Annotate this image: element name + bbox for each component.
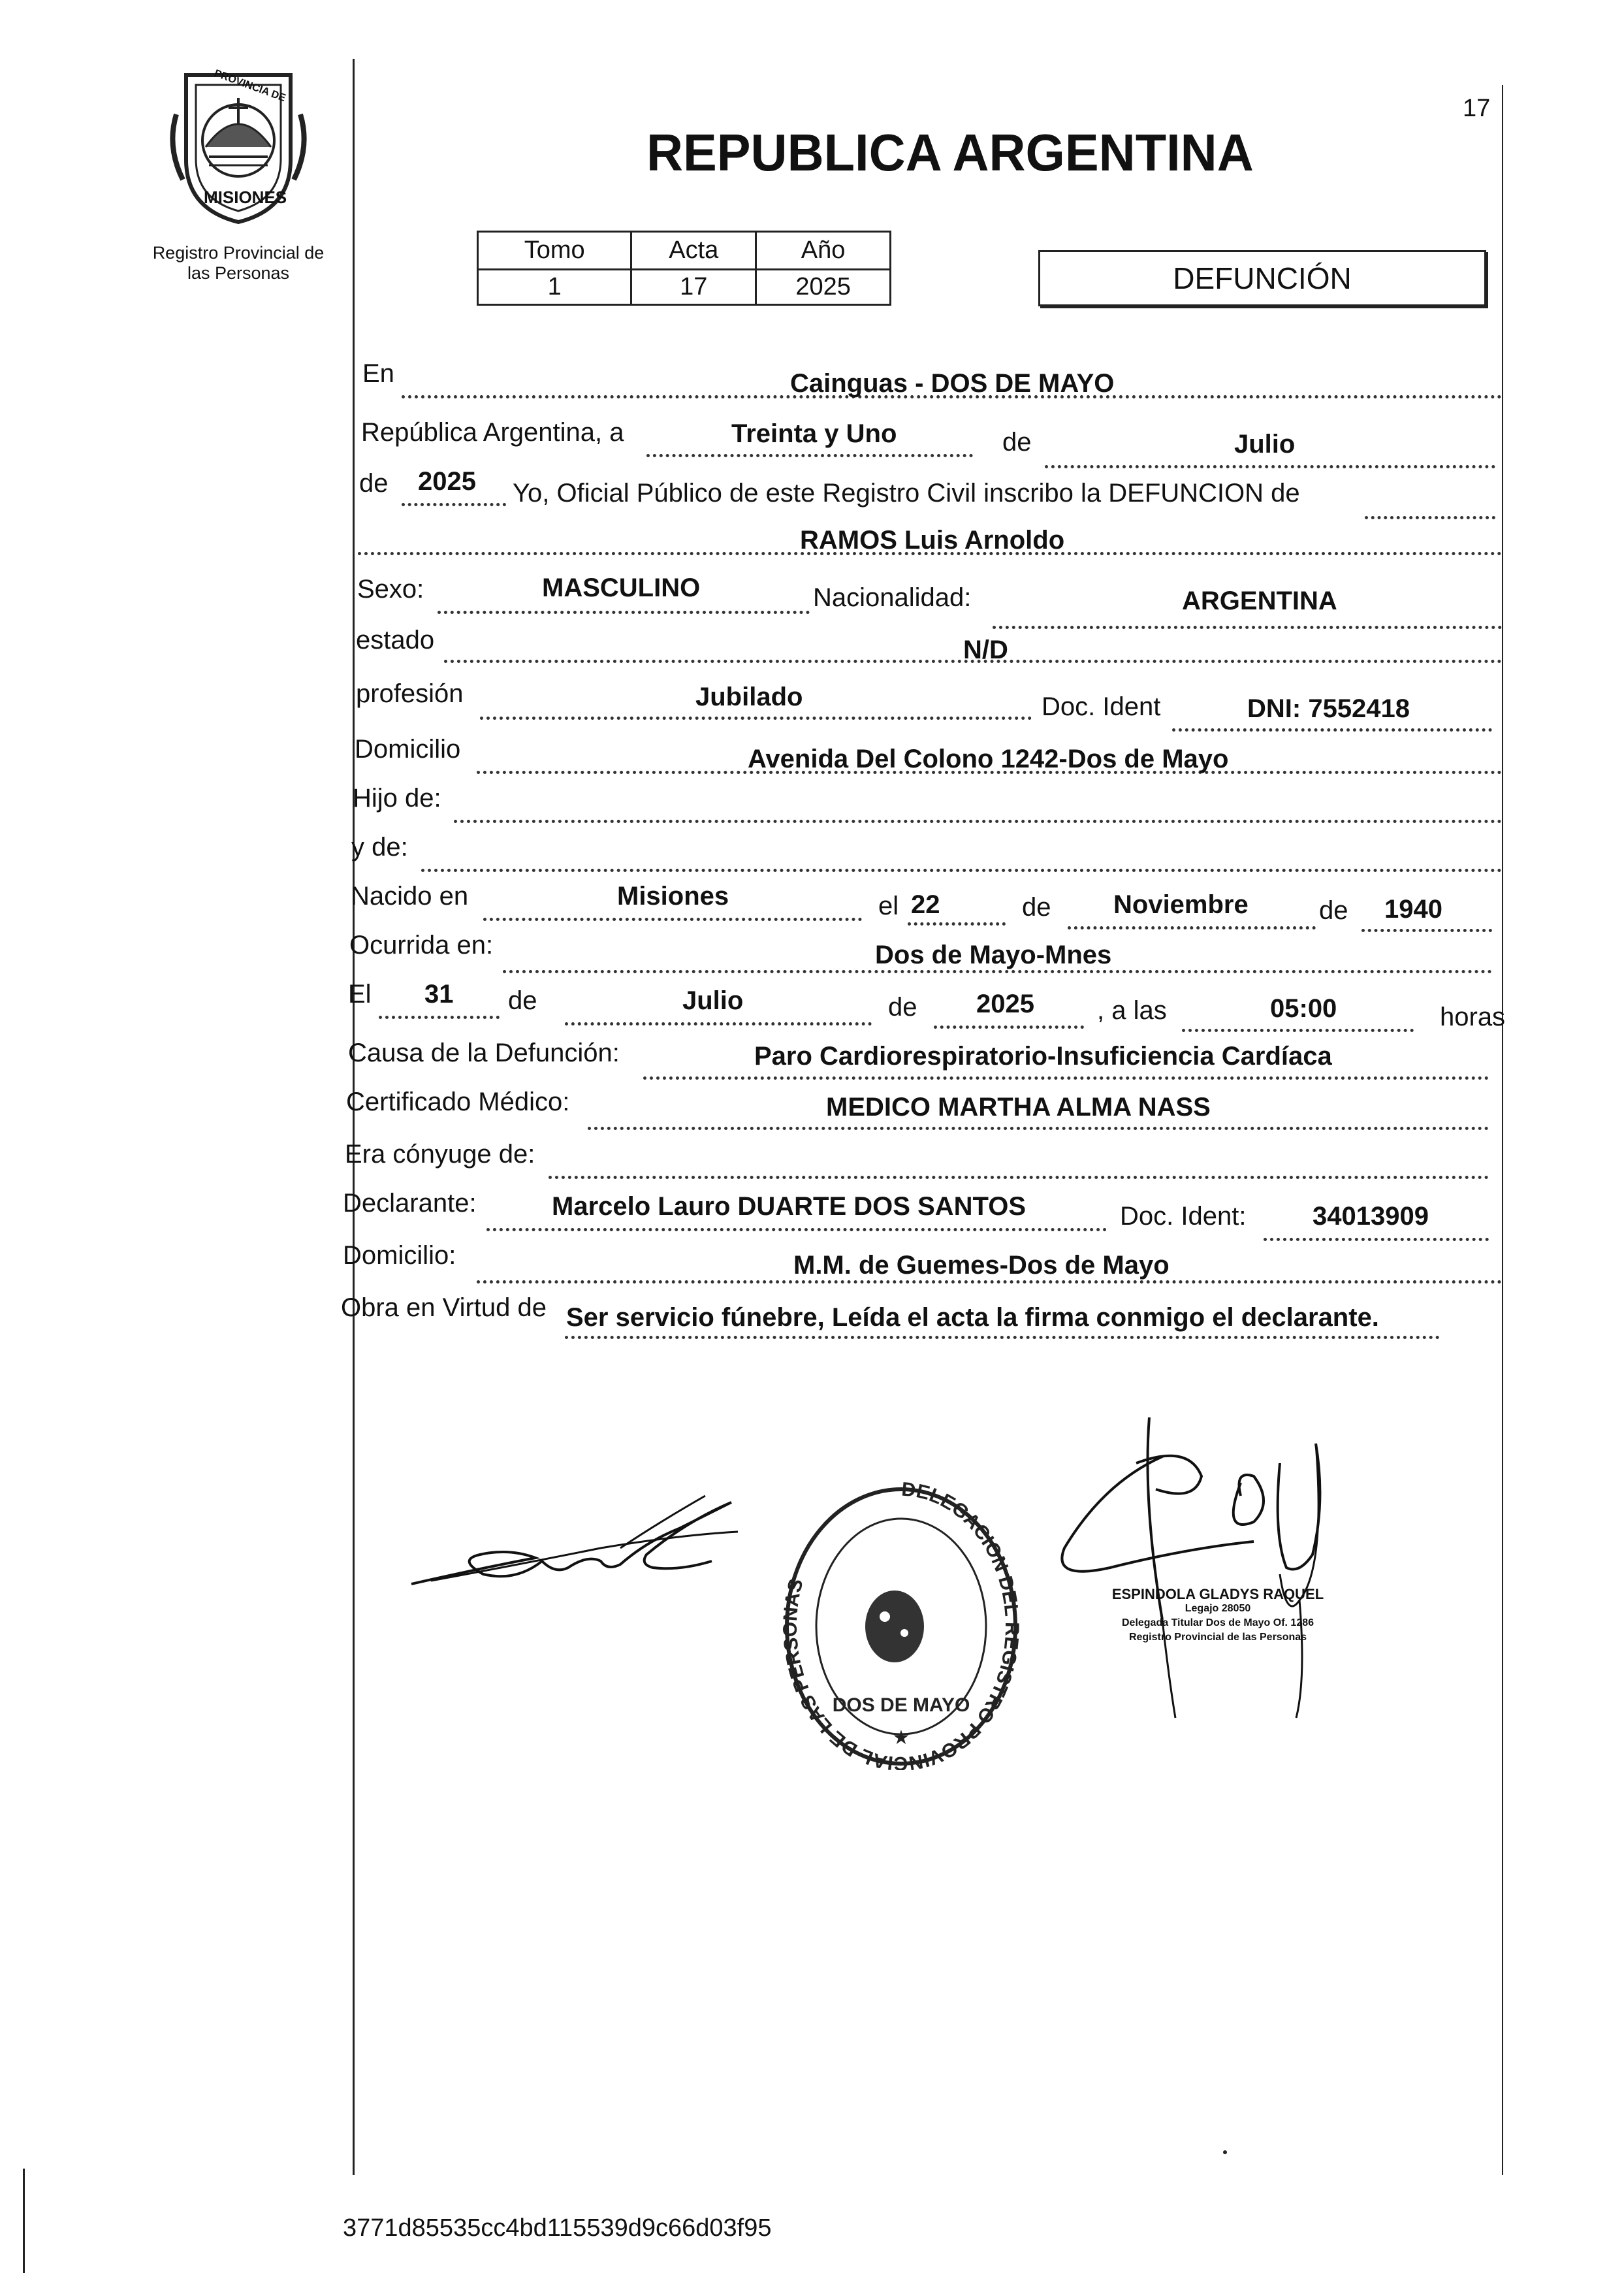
province-seal-logo [163, 62, 313, 225]
value-mes: Julio [1234, 430, 1296, 459]
value-profesion: Jubilado [695, 683, 803, 711]
record-value-tomo: 1 [478, 270, 631, 305]
value-def-mes: Julio [682, 986, 744, 1015]
seal-text-bottom: MISIONES [204, 187, 287, 207]
dots-declarante-doc [1264, 1238, 1489, 1241]
label-de-nac-anio: de [1319, 896, 1348, 925]
official-registry: Registro Provincial de las Personas [1128, 1632, 1307, 1643]
value-anio: 2025 [418, 467, 476, 496]
seal-ring-text: DELEGACION DEL REGISTRO PROVINCIAL DE LAS PERSONAS [779, 1478, 1023, 1770]
value-ocurrida-en: Dos de Mayo-Mnes [875, 941, 1112, 969]
right-margin-line [1502, 85, 1503, 2175]
label-causa: Causa de la Defunción: [348, 1039, 620, 1067]
label-de-def-anio: de [888, 993, 917, 1022]
label-republica: República Argentina, a [361, 418, 624, 447]
svg-text:★: ★ [892, 1726, 910, 1749]
value-declarante-domicilio: M.M. de Guemes-Dos de Mayo [793, 1251, 1170, 1280]
dots-dia-letras [646, 454, 973, 457]
value-sexo: MASCULINO [542, 574, 701, 602]
label-el-cap: El [348, 980, 372, 1009]
value-dni: DNI: 7552418 [1247, 694, 1410, 723]
dots-certificado [588, 1127, 1489, 1130]
dots-anio [402, 503, 506, 506]
dots-causa [643, 1076, 1489, 1080]
left-margin-line [353, 59, 355, 2175]
value-lugar: Cainguas - DOS DE MAYO [790, 369, 1115, 398]
dots-conyuge [549, 1176, 1489, 1179]
record-header-anio: Año [756, 232, 891, 270]
registry-line-2: las Personas [187, 263, 290, 283]
dots-yo-end [1365, 516, 1495, 519]
seal-text-top: PROVINCIA DE [212, 67, 287, 105]
official-stamp [1081, 1587, 1355, 1645]
seal-inner-text: DOS DE MAYO [832, 1694, 970, 1716]
record-value-anio: 2025 [756, 270, 891, 305]
label-a-las: , a las [1097, 996, 1167, 1025]
value-def-hora: 05:00 [1270, 994, 1337, 1023]
official-name: ESPINDOLA GLADYS RAQUEL [1111, 1586, 1324, 1602]
dots-declarante-domicilio [477, 1280, 1502, 1284]
value-obra: Ser servicio fúnebre, Leída el acta la firma conmigo el declarante. [566, 1303, 1379, 1332]
record-header-tomo: Tomo [478, 232, 631, 270]
label-en: En [362, 359, 394, 388]
dots-obra [565, 1336, 1440, 1339]
declarant-signature [405, 1476, 744, 1594]
record-header-acta: Acta [631, 232, 756, 270]
label-doc-ident2: Doc. Ident: [1120, 1202, 1247, 1231]
value-nacionalidad: ARGENTINA [1182, 587, 1337, 615]
label-declarante: Declarante: [343, 1189, 477, 1218]
label-hijo-de: Hijo de: [353, 784, 441, 813]
doc-type-box [1038, 250, 1486, 306]
label-conyuge: Era cónyuge de: [345, 1140, 535, 1169]
label-de-def-mes: de [508, 986, 537, 1015]
dots-nac-mes [1068, 926, 1316, 929]
value-dia-letras: Treinta y Uno [731, 419, 897, 448]
dots-def-dia [379, 1016, 500, 1019]
dots-nac-dia [908, 922, 1006, 926]
value-domicilio: Avenida Del Colono 1242-Dos de Mayo [748, 745, 1229, 773]
registry-caption [134, 243, 343, 283]
value-estado: N/D [963, 636, 1008, 664]
label-yo-oficial: Yo, Oficial Público de este Registro Civil inscribo la DEFUNCION de [513, 479, 1300, 508]
label-doc-ident: Doc. Ident [1042, 692, 1161, 721]
dots-y-de [421, 869, 1502, 872]
label-certificado: Certificado Médico: [346, 1088, 570, 1116]
label-domicilio: Domicilio [355, 735, 461, 764]
official-signature [1038, 1404, 1404, 1731]
value-causa: Paro Cardiorespiratorio-Insuficiencia Cardíaca [754, 1042, 1332, 1071]
doc-type-label: DEFUNCIÓN [1173, 261, 1352, 295]
label-nacido-en: Nacido en [351, 882, 469, 911]
label-horas: horas [1440, 1003, 1506, 1031]
value-declarante-doc: 34013909 [1313, 1202, 1429, 1231]
dots-mes [1045, 465, 1495, 468]
official-role: Delegada Titular Dos de Mayo Of. 1286 [1121, 1617, 1314, 1628]
registry-line-1: Registro Provincial de [152, 243, 325, 263]
value-def-anio: 2025 [976, 990, 1034, 1018]
document-hash: 3771d85535cc4bd115539d9c66d03f95 [343, 2214, 772, 2242]
value-nac-anio: 1940 [1384, 895, 1442, 924]
dots-hijo-de [454, 820, 1502, 823]
label-profesion: profesión [356, 679, 464, 708]
dots-def-mes [565, 1022, 872, 1026]
label-el: el [878, 892, 899, 920]
label-estado: estado [356, 626, 435, 654]
record-table [477, 231, 891, 306]
value-nac-mes: Noviembre [1113, 890, 1249, 919]
value-nac-dia: 22 [911, 890, 940, 919]
dots-nacionalidad [993, 626, 1502, 629]
dots-nac-anio [1361, 929, 1492, 932]
country-title: REPUBLICA ARGENTINA [646, 123, 1254, 182]
record-value-acta: 17 [631, 270, 756, 305]
value-nombre: RAMOS Luis Arnoldo [800, 526, 1065, 555]
value-nacido-en: Misiones [617, 882, 729, 911]
ink-dot [1223, 2150, 1227, 2154]
dots-sexo [438, 611, 810, 614]
label-domicilio2: Domicilio: [343, 1241, 456, 1270]
label-y-de: y de: [351, 833, 408, 862]
dots-nacido-en [483, 918, 862, 921]
bottom-left-mark [23, 2169, 25, 2273]
label-nacionalidad: Nacionalidad: [813, 583, 972, 612]
value-declarante: Marcelo Lauro DUARTE DOS SANTOS [552, 1192, 1027, 1221]
dots-profesion [480, 717, 1032, 720]
value-certificado: MEDICO MARTHA ALMA NASS [826, 1093, 1211, 1122]
label-de-anio: de [359, 469, 389, 498]
label-sexo: Sexo: [357, 575, 424, 604]
dots-declarante [486, 1228, 1107, 1231]
label-obra: Obra en Virtud de [341, 1293, 547, 1322]
page-number: 17 [1463, 95, 1491, 122]
label-de-nac-mes: de [1022, 893, 1051, 922]
dots-dni [1172, 728, 1492, 732]
label-ocurrida-en: Ocurrida en: [349, 931, 494, 960]
official-legajo: Legajo 28050 [1185, 1603, 1251, 1614]
label-de-mes: de [1002, 428, 1032, 457]
value-def-dia: 31 [424, 980, 454, 1009]
dots-def-anio [934, 1026, 1084, 1029]
dots-ocurrida-en [503, 970, 1492, 973]
delegation-round-seal [777, 1476, 1025, 1770]
dots-def-hora [1182, 1029, 1414, 1032]
